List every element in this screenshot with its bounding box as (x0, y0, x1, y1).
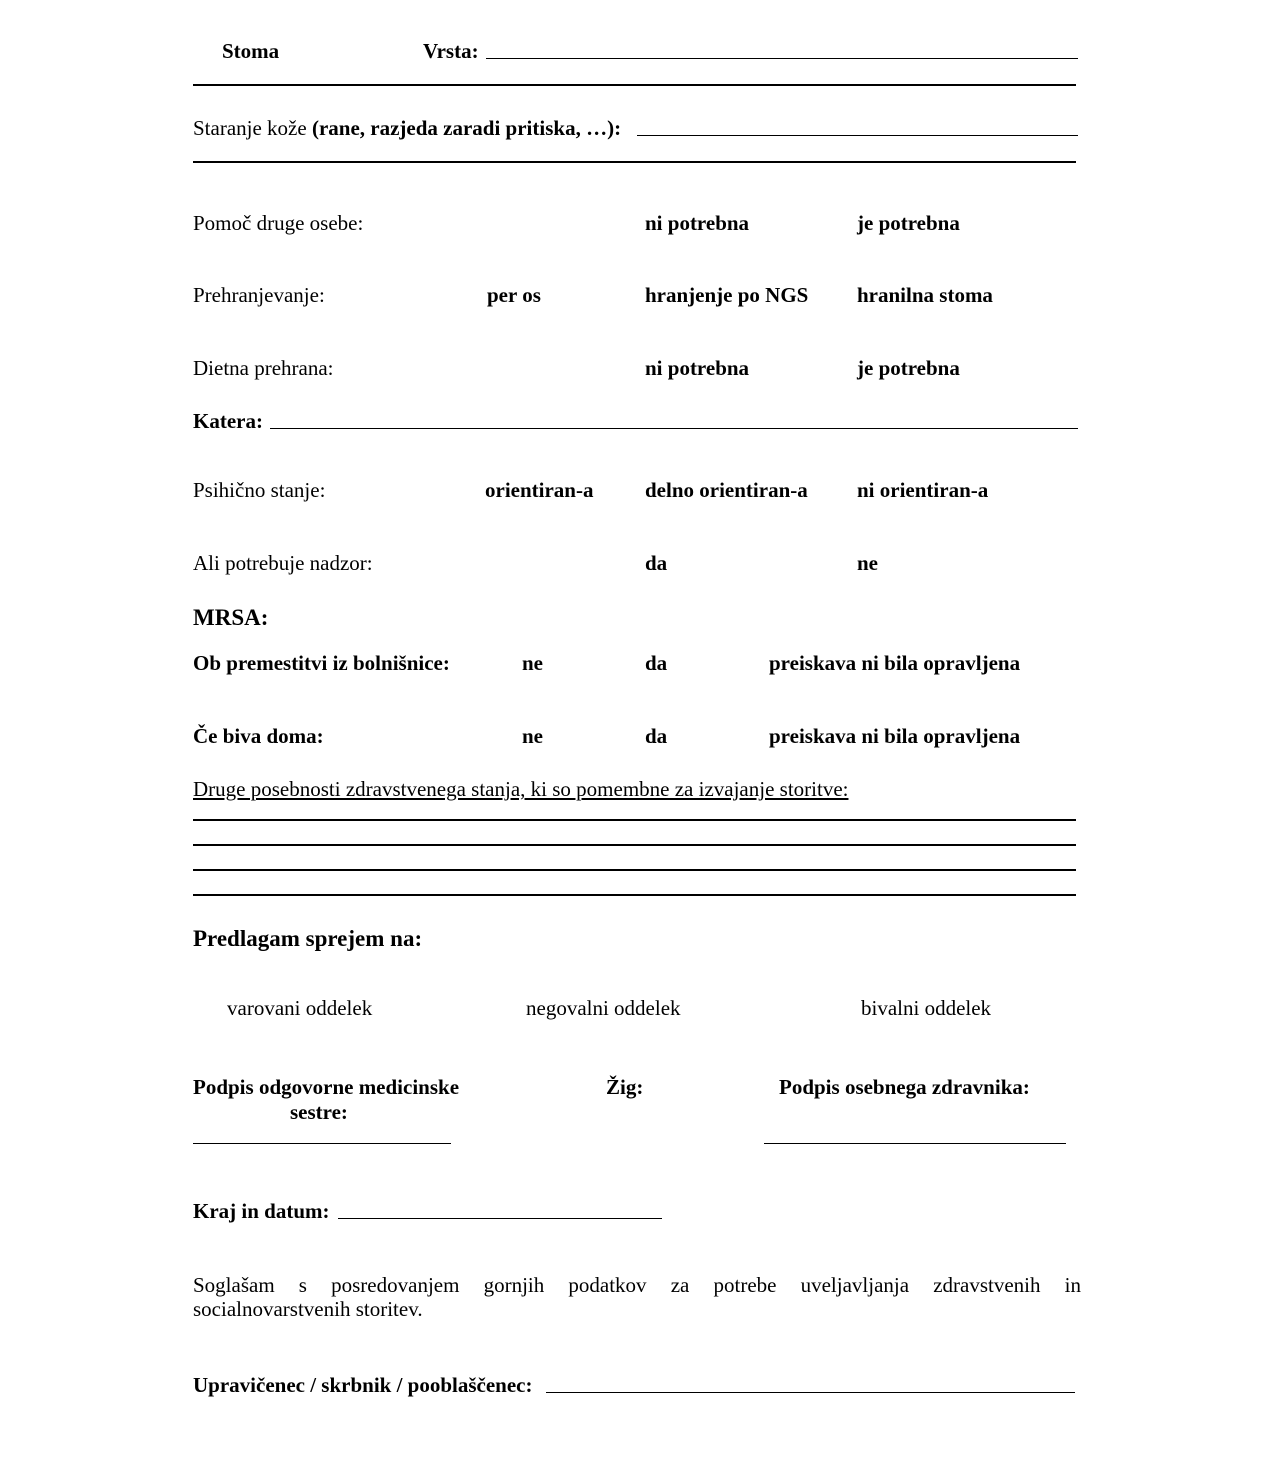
doctor-signature-label: Podpis osebnega zdravnika: (779, 1075, 1030, 1099)
nurse-signature-label-line1: Podpis odgovorne medicinske (193, 1075, 460, 1099)
skin-care-label (193, 118, 621, 139)
mental-label: Psihično stanje: (193, 478, 326, 502)
stoma-label: Stoma (222, 39, 280, 63)
nutrition-label: Prehranjevanje: (193, 283, 325, 307)
help-option-not-needed[interactable]: ni potrebna (645, 211, 750, 235)
supervision-option-yes[interactable]: da (645, 551, 668, 575)
place-date-input-line[interactable] (338, 1218, 662, 1219)
consent-text-line1: Soglašam s posredovanjem gornjih podatkov za potrebe uveljavljanja zdravstvenih in (193, 1273, 1081, 1297)
mrsa-home-label: Če biva doma: (193, 724, 324, 748)
nutrition-option-stoma[interactable]: hranilna stoma (857, 283, 993, 307)
proposal-option-residential-ward[interactable]: bivalni oddelek (861, 996, 992, 1020)
vrsta-input-line[interactable] (486, 58, 1078, 59)
diet-option-not-needed[interactable]: ni potrebna (645, 356, 750, 380)
proposal-option-protected-ward[interactable]: varovani oddelek (227, 996, 373, 1020)
doctor-signature-line[interactable] (764, 1143, 1066, 1144)
mrsa-home-option-yes[interactable]: da (645, 724, 668, 748)
mental-option-not-oriented[interactable]: ni orientiran-a (857, 478, 989, 502)
skin-care-label-plain: Staranje kože (193, 116, 312, 140)
help-option-needed[interactable]: je potrebna (857, 211, 960, 235)
mrsa-home-option-no[interactable]: ne (522, 724, 543, 748)
mrsa-transfer-option-yes[interactable]: da (645, 651, 668, 675)
mrsa-home-option-not-tested[interactable]: preiskava ni bila opravljena (769, 724, 1021, 748)
diet-label: Dietna prehrana: (193, 356, 334, 380)
mental-option-partly-oriented[interactable]: delno orientiran-a (645, 478, 808, 502)
other-specifics-line-1[interactable] (193, 819, 1076, 821)
mental-option-oriented[interactable]: orientiran-a (485, 478, 594, 502)
mrsa-transfer-option-not-tested[interactable]: preiskava ni bila opravljena (769, 651, 1021, 675)
skin-care-input-line[interactable] (637, 135, 1078, 136)
other-specifics-line-2[interactable] (193, 844, 1076, 846)
supervision-label: Ali potrebuje nadzor: (193, 551, 373, 575)
other-specifics-label: Druge posebnosti zdravstvenega stanja, ki so pomembne za izvajanje storitve: (193, 777, 849, 801)
place-date-label: Kraj in datum: (193, 1199, 330, 1223)
proposal-option-nursing-ward[interactable]: negovalni oddelek (526, 996, 681, 1020)
skin-care-continuation-line[interactable] (193, 161, 1076, 163)
nurse-signature-label-line2: sestre: (290, 1100, 348, 1124)
nurse-signature-line[interactable] (193, 1143, 451, 1144)
beneficiary-label: Upravičenec / skrbnik / pooblaščenec: (193, 1373, 533, 1397)
proposal-heading: Predlagam sprejem na: (193, 926, 423, 951)
other-specifics-line-3[interactable] (193, 869, 1076, 871)
supervision-option-no[interactable]: ne (857, 551, 878, 575)
beneficiary-signature-line[interactable] (546, 1392, 1075, 1393)
skin-care-label-bold: (rane, razjeda zaradi pritiska, …): (311, 116, 622, 140)
nutrition-option-ngs[interactable]: hranjenje po NGS (645, 283, 809, 307)
diet-which-label: Katera: (193, 409, 263, 433)
stoma-continuation-line[interactable] (193, 84, 1076, 86)
other-specifics-line-4[interactable] (193, 894, 1076, 896)
vrsta-label: Vrsta: (423, 39, 479, 63)
mrsa-transfer-option-no[interactable]: ne (522, 651, 543, 675)
mrsa-transfer-label: Ob premestitvi iz bolnišnice: (193, 651, 450, 675)
help-label: Pomoč druge osebe: (193, 211, 364, 235)
diet-option-needed[interactable]: je potrebna (857, 356, 960, 380)
stamp-label: Žig: (606, 1075, 644, 1099)
nutrition-option-per-os[interactable]: per os (487, 283, 541, 307)
diet-which-input-line[interactable] (270, 428, 1078, 429)
mrsa-heading: MRSA: (193, 605, 269, 630)
consent-text-line2: socialnovarstvenih storitev. (193, 1297, 423, 1321)
